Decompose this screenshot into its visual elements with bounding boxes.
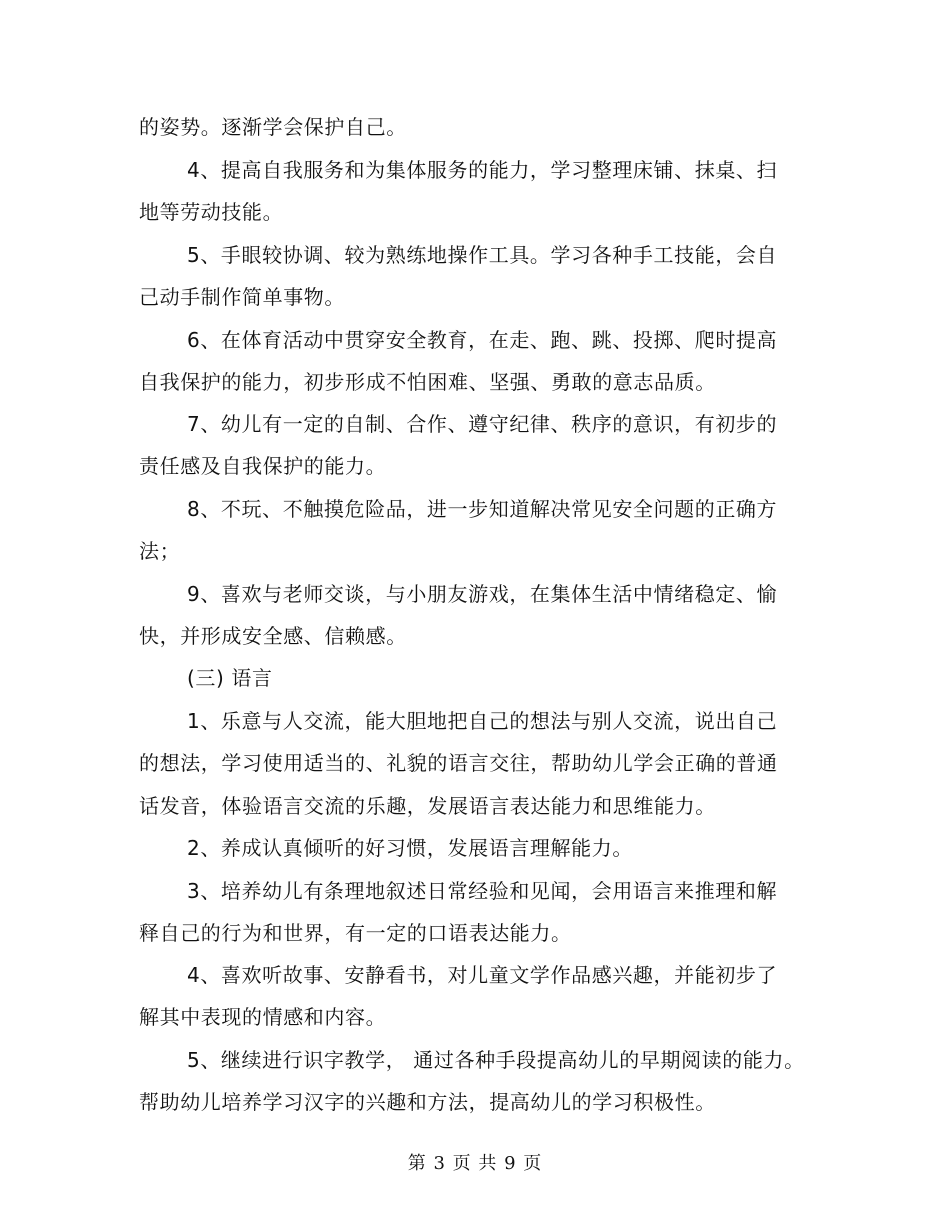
text-line: 的想法，学习使用适当的、礼貌的语言交往，帮助幼儿学会正确的普通	[139, 751, 778, 775]
list-item-3: 3、培养幼儿有条理地叙述日常经验和见闻，会用语言来推理和解	[187, 879, 778, 903]
list-item-4b: 4、喜欢听故事、安静看书，对儿童文学作品感兴趣，并能初步了	[187, 963, 778, 987]
text-line: 地等劳动技能。	[139, 200, 284, 224]
text-line: 释自己的行为和世界，有一定的口语表达能力。	[139, 921, 572, 945]
section-heading: (三) 语言	[187, 666, 273, 690]
list-item-5: 5、手眼较协调、较为熟练地操作工具。学习各种手工技能，会自	[187, 243, 778, 267]
text-line: 法；	[139, 539, 181, 563]
list-item-1: 1、乐意与人交流，能大胆地把自己的想法与别人交流，说出自己	[187, 709, 778, 733]
text-line: 解其中表现的情感和内容。	[139, 1005, 387, 1029]
list-item-5b: 5、继续进行识字教学， 通过各种手段提高幼儿的早期阅读的能力。	[187, 1048, 805, 1072]
text-line: 己动手制作简单事物。	[139, 285, 345, 309]
list-item-4: 4、提高自我服务和为集体服务的能力，学习整理床铺、抹桌、扫	[187, 158, 778, 182]
list-item-9: 9、喜欢与老师交谈，与小朋友游戏，在集体生活中情绪稳定、愉	[187, 582, 778, 606]
page-number: 第 3 页 共 9 页	[407, 1153, 543, 1174]
list-item-7: 7、幼儿有一定的自制、合作、遵守纪律、秩序的意识，有初步的	[187, 412, 778, 436]
list-item-6: 6、在体育活动中贯穿安全教育，在走、跑、跳、投掷、爬时提高	[187, 328, 778, 352]
list-item-8: 8、不玩、不触摸危险品，进一步知道解决常见安全问题的正确方	[187, 497, 778, 521]
text-line: 帮助幼儿培养学习汉字的兴趣和方法，提高幼儿的学习积极性。	[139, 1090, 716, 1114]
text-line: 快，并形成安全感、信赖感。	[139, 624, 407, 648]
text-line: 的姿势。逐渐学会保护自己。	[139, 115, 407, 139]
text-line: 责任感及自我保护的能力。	[139, 454, 387, 478]
text-line: 话发音，体验语言交流的乐趣，发展语言表达能力和思维能力。	[139, 794, 716, 818]
list-item-2: 2、养成认真倾听的好习惯，发展语言理解能力。	[187, 836, 633, 860]
text-line: 自我保护的能力，初步形成不怕困难、坚强、勇敢的意志品质。	[139, 370, 716, 394]
